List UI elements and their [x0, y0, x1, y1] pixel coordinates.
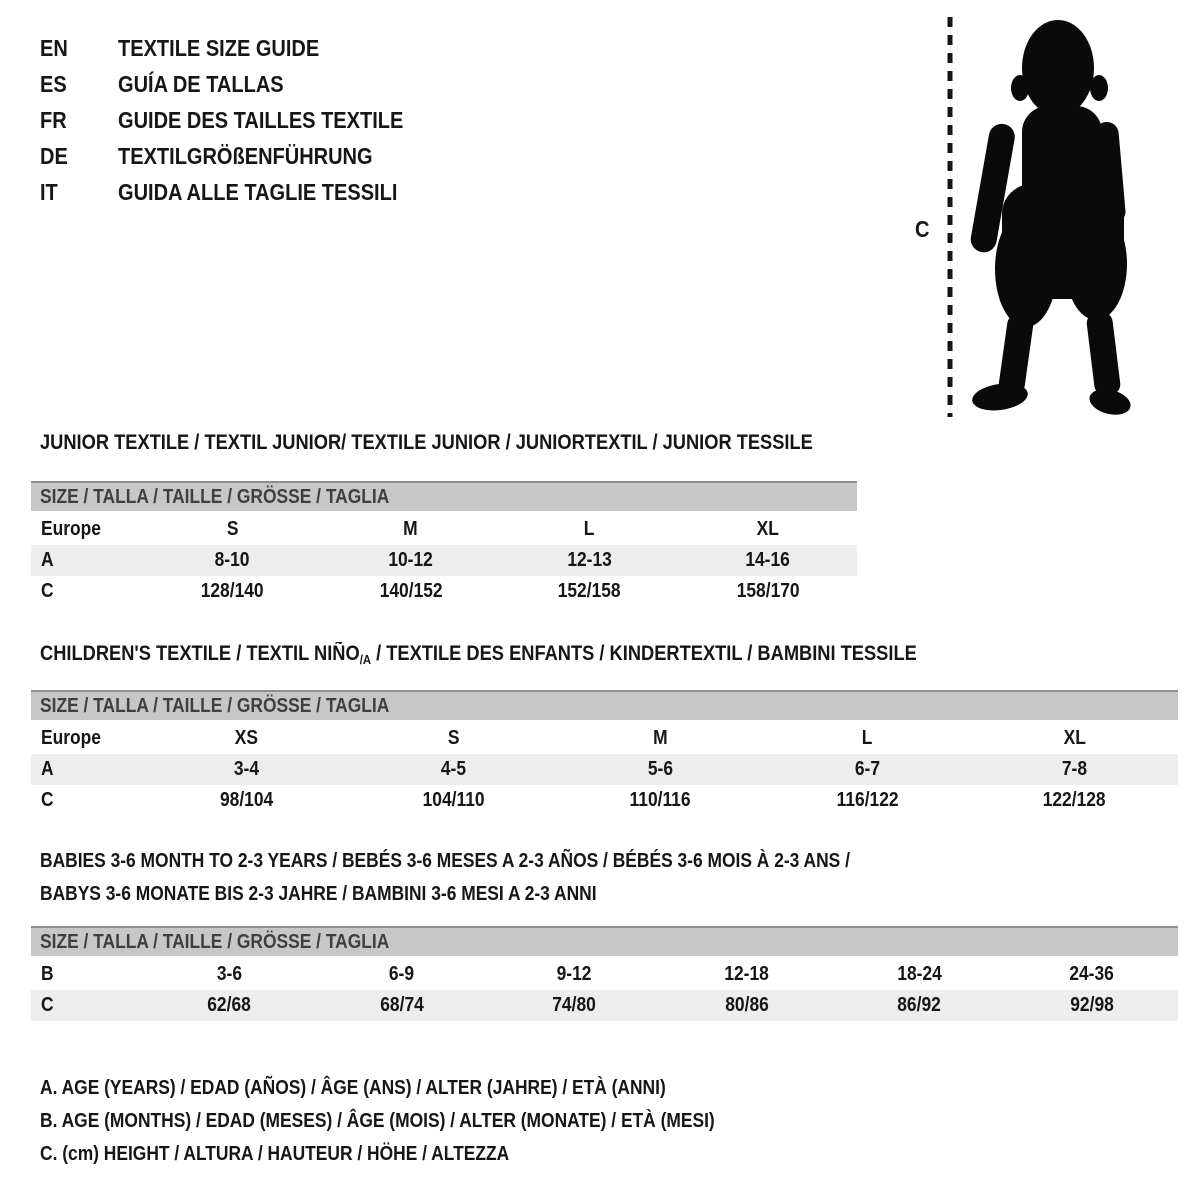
age-cell: 10-12 [388, 549, 434, 571]
height-cell: 80/86 [724, 994, 769, 1016]
size-header-bar [31, 690, 1178, 720]
table-row-europe [31, 723, 1178, 754]
age-cell: 12-18 [724, 963, 770, 985]
row-label: C [41, 994, 54, 1016]
height-cell: 158/170 [736, 580, 800, 602]
table-row-age-years [31, 545, 857, 576]
size-cell: M [403, 518, 418, 540]
language-code: IT [40, 178, 58, 205]
footnote-a: A. AGE (YEARS) / EDAD (AÑOS) / ÂGE (ANS) / ALTER (JAHRE) / ETÀ (ANNI) [40, 1077, 666, 1099]
size-cell: S [447, 727, 460, 749]
size-header-bar [31, 926, 1178, 956]
babies-title-line2: BABYS 3-6 MONATE BIS 2-3 JAHRE / BAMBINI 3-6 MESI A 2-3 ANNI [40, 883, 597, 905]
size-cell: S [226, 518, 239, 540]
toddler-silhouette-icon [960, 14, 1140, 419]
size-cell: L [862, 727, 873, 749]
age-cell: 18-24 [896, 963, 942, 985]
language-row [40, 174, 446, 210]
language-code: DE [40, 142, 68, 169]
table-row-height-cm [31, 990, 1178, 1021]
children-section-title [40, 642, 1048, 666]
table-row-height-cm [31, 785, 1178, 816]
age-cell: 4-5 [440, 758, 467, 780]
babies-size-table [31, 926, 1178, 1021]
children-section-title-text [40, 642, 917, 666]
height-cell: 74/80 [552, 994, 597, 1016]
row-label: Europe [41, 727, 101, 749]
junior-size-table [31, 481, 857, 607]
height-cell: 128/140 [200, 580, 264, 602]
children-title-pre: CHILDREN'S TEXTILE / TEXTIL NIÑO [40, 642, 360, 665]
size-cell: XS [234, 727, 259, 749]
language-row [40, 30, 446, 66]
junior-section-title [40, 431, 928, 455]
table-row-age-years [31, 754, 1178, 785]
age-cell: 8-10 [214, 549, 250, 571]
age-cell: 14-16 [745, 549, 791, 571]
row-label: B [41, 963, 54, 985]
children-size-table [31, 690, 1178, 816]
age-cell: 7-8 [1061, 758, 1088, 780]
table-row-europe [31, 514, 857, 545]
age-cell: 5-6 [647, 758, 674, 780]
language-code: ES [40, 70, 67, 97]
size-header-label: SIZE / TALLA / TAILLE / GRÖSSE / TAGLIA [40, 485, 390, 508]
height-measure-dashed-line-icon [945, 14, 955, 420]
row-label: C [41, 789, 54, 811]
age-cell: 3-6 [216, 963, 242, 985]
table-row-age-months [31, 959, 1178, 990]
language-label: GUIDE DES TAILLES TEXTILE [118, 106, 404, 133]
age-cell: 6-9 [389, 963, 415, 985]
height-cell: 152/158 [557, 580, 621, 602]
size-cell: XL [756, 518, 779, 540]
language-row [40, 102, 446, 138]
babies-title-line1: BABIES 3-6 MONTH TO 2-3 YEARS / BEBÉS 3-6 MESES A 2-3 AÑOS / BÉBÉS 3-6 MOIS À 2-3 ANS / [40, 850, 850, 872]
language-row [40, 66, 446, 102]
row-label: A [41, 758, 54, 780]
height-cell: 122/128 [1043, 789, 1106, 811]
table-row-height-cm [31, 576, 857, 607]
row-label: A [41, 549, 54, 571]
language-code: EN [40, 34, 68, 61]
language-label: TEXTILE SIZE GUIDE [118, 34, 320, 61]
footnote-legend [40, 1072, 816, 1171]
height-cell: 62/68 [207, 994, 252, 1016]
size-header-bar [31, 481, 857, 511]
children-title-subscript: /A [359, 652, 372, 667]
row-label: Europe [41, 518, 101, 540]
row-label: C [41, 580, 54, 602]
age-cell: 12-13 [566, 549, 612, 571]
height-cell: 86/92 [897, 994, 942, 1016]
size-cell: L [583, 518, 595, 540]
size-header-label: SIZE / TALLA / TAILLE / GRÖSSE / TAGLIA [40, 694, 390, 717]
height-cell: 98/104 [219, 789, 274, 811]
height-cell: 92/98 [1069, 994, 1114, 1016]
footnote-c: C. (cm) HEIGHT / ALTURA / HAUTEUR / HÖHE / ALTEZZA [40, 1143, 510, 1165]
age-cell: 24-36 [1069, 963, 1115, 985]
measure-label-c: C [915, 216, 930, 242]
height-cell: 104/110 [422, 789, 485, 811]
language-label: TEXTILGRÖßENFÜHRUNG [118, 142, 373, 169]
junior-section-title-text: JUNIOR TEXTILE / TEXTIL JUNIOR/ TEXTILE JUNIOR / JUNIORTEXTIL / JUNIOR TESSILE [40, 431, 813, 454]
size-cell: XL [1063, 727, 1086, 749]
size-cell: M [653, 727, 668, 749]
size-header-label: SIZE / TALLA / TAILLE / GRÖSSE / TAGLIA [40, 930, 390, 953]
language-label: GUÍA DE TALLAS [118, 70, 284, 97]
babies-section-title [40, 845, 971, 911]
language-row [40, 138, 446, 174]
age-cell: 6-7 [854, 758, 881, 780]
language-code: FR [40, 106, 67, 133]
children-title-post: / TEXTILE DES ENFANTS / KINDERTEXTIL / BAMBINI TESSILE [371, 642, 917, 665]
height-cell: 116/122 [836, 789, 899, 811]
age-cell: 9-12 [556, 963, 592, 985]
height-cell: 140/152 [379, 580, 443, 602]
height-cell: 110/116 [630, 789, 691, 811]
footnote-b: B. AGE (MONTHS) / EDAD (MESES) / ÂGE (MOIS) / ALTER (MONATE) / ETÀ (MESI) [40, 1110, 715, 1132]
language-label: GUIDA ALLE TAGLIE TESSILI [118, 178, 398, 205]
age-cell: 3-4 [233, 758, 260, 780]
height-cell: 68/74 [379, 994, 424, 1016]
language-title-block [40, 30, 446, 210]
